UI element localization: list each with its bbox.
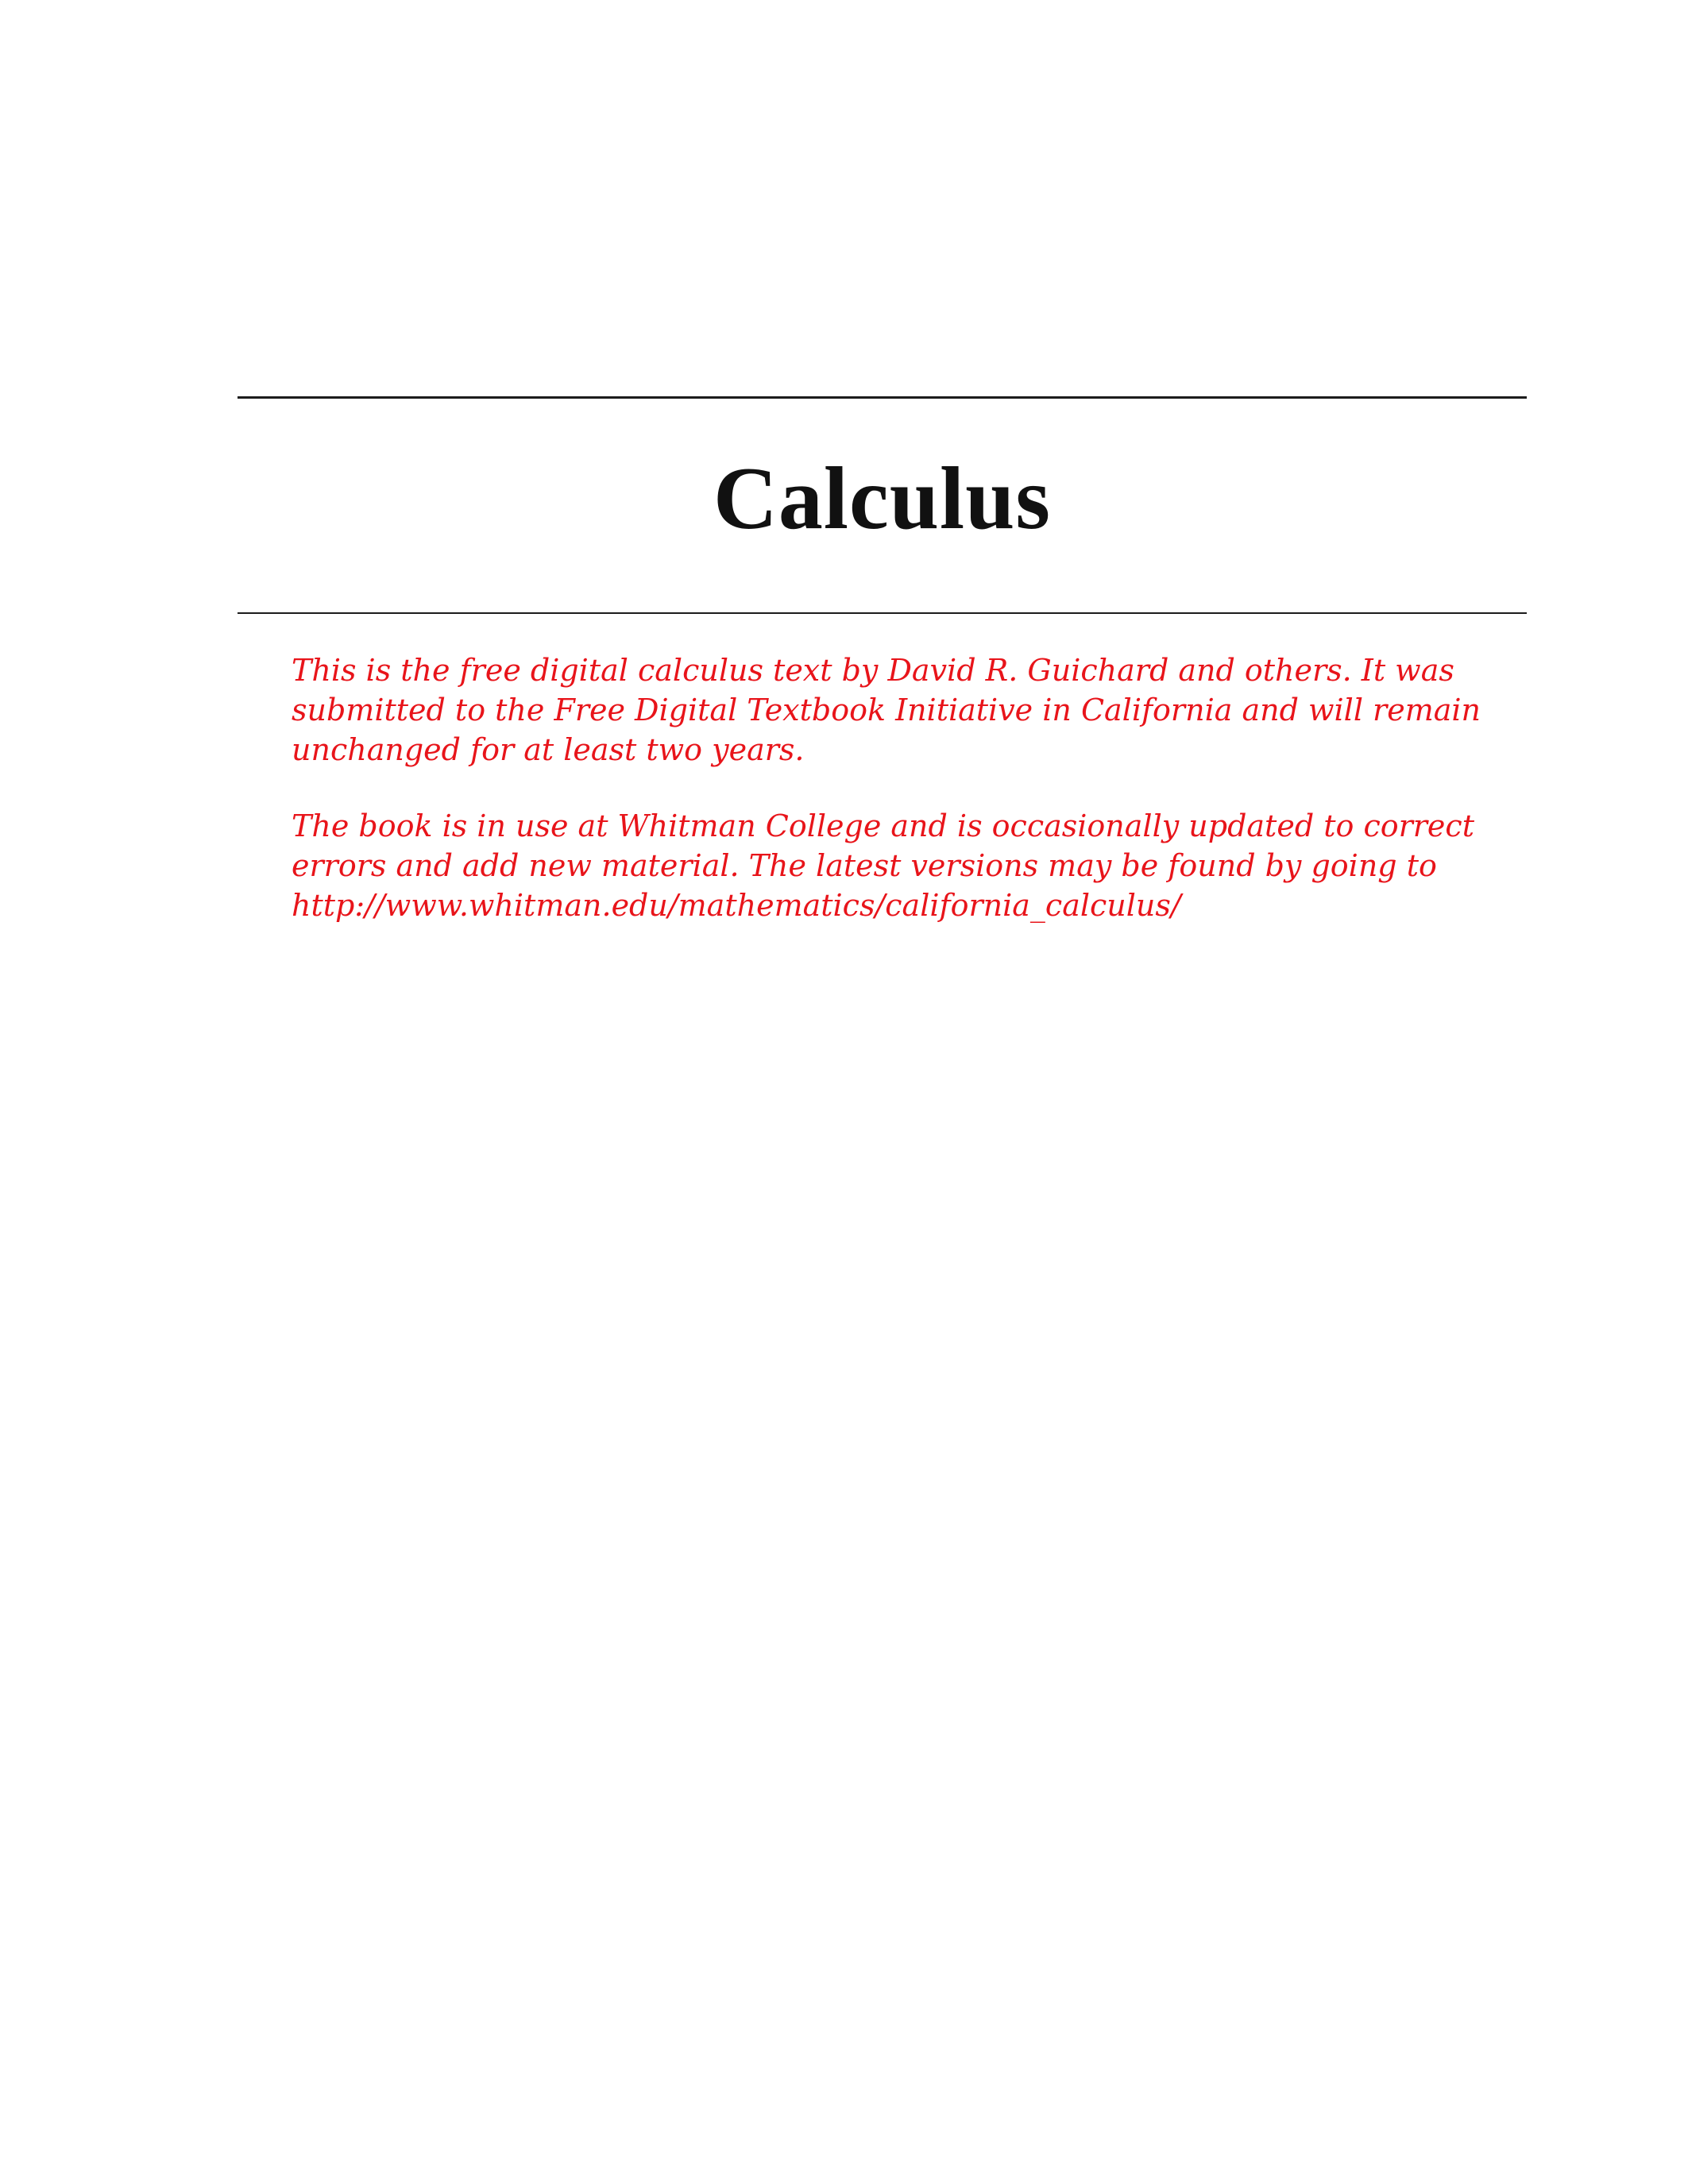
page-title: Calculus xyxy=(713,450,1051,548)
bottom-rule xyxy=(238,612,1527,614)
website-url-line: http://www.whitman.edu/mathematics/california_calculus/ xyxy=(292,888,1181,923)
text-line: submitted to the Free Digital Textbook Initiative in California and will remain xyxy=(292,693,1481,727)
text-line: The book is in use at Whitman College and is occasionally updated to correct xyxy=(292,808,1474,843)
text-line: unchanged for at least two years. xyxy=(292,732,805,767)
text-line: This is the free digital calculus text by David R. Guichard and others. It was xyxy=(292,653,1454,688)
text-line: errors and add new material. The latest versions may be found by going to xyxy=(292,848,1437,883)
top-rule xyxy=(238,396,1527,399)
intro-paragraph-2 xyxy=(292,806,1507,925)
intro-text xyxy=(292,650,1507,925)
intro-paragraph-1 xyxy=(292,650,1507,770)
